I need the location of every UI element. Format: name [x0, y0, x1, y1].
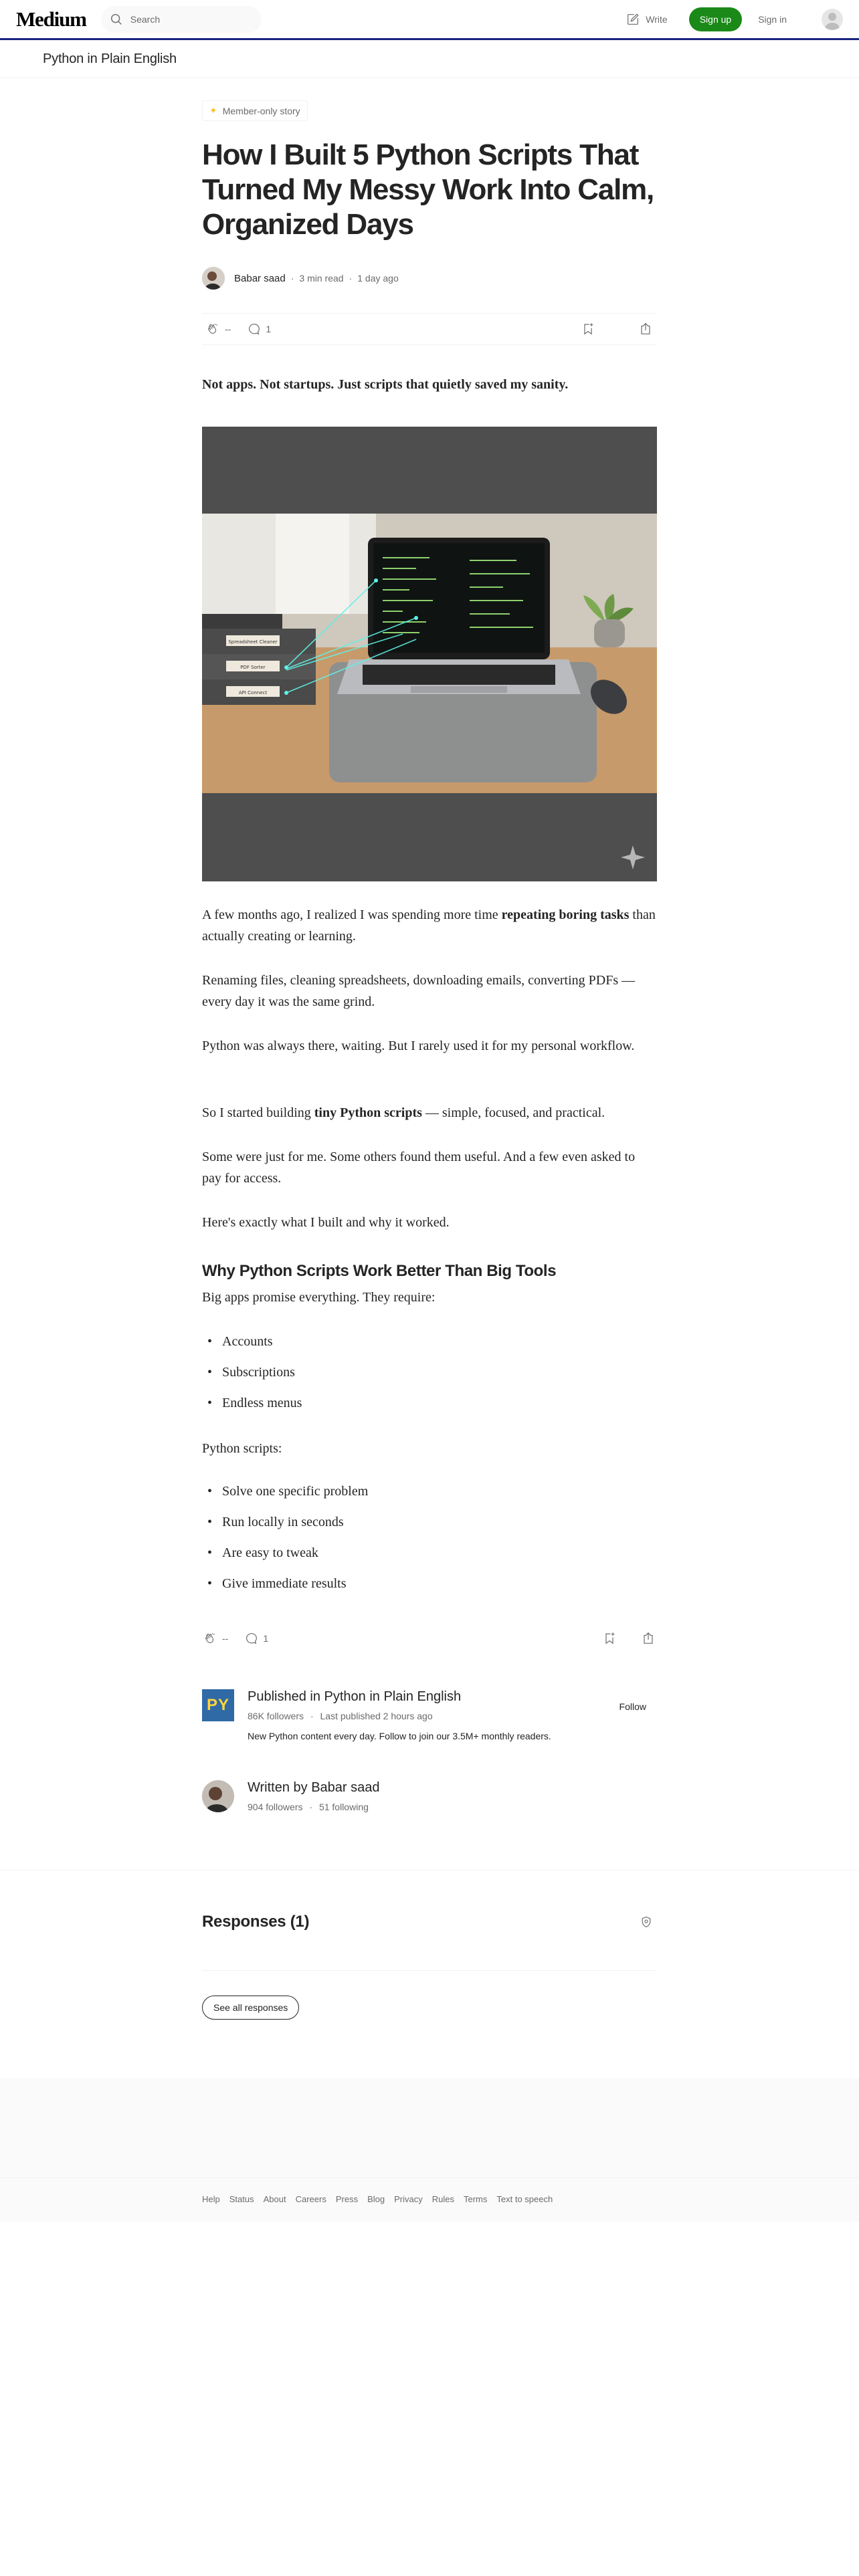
- read-time: 3 min read: [299, 273, 344, 284]
- search-input[interactable]: [101, 6, 262, 33]
- publication-name-link[interactable]: Python in Plain English: [43, 51, 177, 66]
- separator-dot: ·: [349, 273, 353, 284]
- image-label-spreadsheet: Spreadsheet Cleaner: [228, 639, 278, 645]
- article-paragraph: So I started building tiny Python scripts — simple, focused, and practical.: [202, 1105, 605, 1120]
- member-badge-label: Member-only story: [222, 105, 300, 116]
- sign-up-button[interactable]: Sign up: [689, 7, 742, 31]
- clap-button[interactable]: [206, 322, 231, 336]
- author-following: 51 following: [318, 1802, 369, 1812]
- author-card-meta: [248, 1802, 369, 1812]
- list-item: • Are easy to tweak: [202, 1542, 657, 1564]
- responses-button[interactable]: [247, 322, 271, 336]
- write-icon: [626, 12, 640, 27]
- share-button[interactable]: [641, 1631, 656, 1646]
- publication-card: [202, 1687, 657, 1760]
- comment-icon: [244, 1631, 259, 1646]
- footer-link-blog[interactable]: Blog: [367, 2194, 385, 2204]
- bookmark-add-icon: [581, 322, 595, 336]
- footer-link-privacy[interactable]: Privacy: [394, 2194, 423, 2204]
- clap-icon: [203, 1631, 218, 1646]
- see-all-responses-button[interactable]: See all responses: [202, 1996, 299, 2020]
- clap-count: --: [222, 1633, 229, 1644]
- list-item: • Run locally in seconds: [202, 1511, 657, 1533]
- search-placeholder: Search: [130, 13, 161, 25]
- user-avatar-icon[interactable]: [822, 9, 843, 30]
- image-label-api: API Connect: [238, 690, 268, 695]
- publication-description: New Python content every day. Follow to join our 3.5M+ monthly readers.: [248, 1731, 551, 1741]
- follow-publication-button[interactable]: Follow: [619, 1701, 646, 1712]
- list-item: • Solve one specific problem: [202, 1481, 657, 1502]
- footer-link-terms[interactable]: Terms: [463, 2194, 488, 2204]
- article-paragraph: Python was always there, waiting. But I rarely used it for my personal workflow.: [202, 1039, 635, 1053]
- article-title: How I Built 5 Python Scripts That Turned My Messy Work Into Calm, Organized Days: [202, 138, 654, 241]
- list-item: • Subscriptions: [202, 1362, 657, 1383]
- bullet-list: [202, 1481, 657, 1594]
- medium-logo[interactable]: Medium: [16, 7, 86, 31]
- bookmark-button[interactable]: [602, 1631, 617, 1646]
- clap-count: --: [225, 324, 231, 334]
- shield-icon: [640, 1915, 653, 1929]
- author-card-avatar[interactable]: [202, 1780, 234, 1812]
- list-item: • Endless menus: [202, 1392, 657, 1414]
- footer: [0, 2177, 859, 2222]
- comment-icon: [247, 322, 262, 336]
- responses-button[interactable]: [244, 1631, 268, 1646]
- separator-dot: ·: [310, 1711, 314, 1721]
- hero-image: [202, 427, 657, 881]
- publication-card-title[interactable]: Published in Python in Plain English: [248, 1689, 462, 1704]
- share-button[interactable]: [638, 322, 653, 336]
- publication-logo[interactable]: PY: [202, 1689, 234, 1721]
- footer-link-careers[interactable]: Careers: [295, 2194, 326, 2204]
- publication-followers: 86K followers: [248, 1711, 304, 1721]
- share-icon: [638, 322, 653, 336]
- top-navigation-bar: [0, 0, 859, 38]
- author-avatar[interactable]: [202, 267, 225, 290]
- bullet-list: [202, 1331, 657, 1414]
- bottom-action-bar: [202, 1626, 657, 1650]
- article-paragraph: Python scripts:: [202, 1441, 282, 1456]
- separator-dot: ·: [309, 1802, 313, 1812]
- bookmark-button[interactable]: [581, 322, 595, 336]
- footer-link-rules[interactable]: Rules: [432, 2194, 454, 2204]
- publication-header: [0, 40, 859, 78]
- footer-link-status[interactable]: Status: [229, 2194, 254, 2204]
- article-paragraph: Some were just for me. Some others found them useful. And a few even asked to pay for access.: [202, 1150, 636, 1186]
- responses-title: Responses (1): [202, 1913, 310, 1931]
- author-card: [202, 1779, 657, 1819]
- footer-link-help[interactable]: Help: [202, 2194, 220, 2204]
- author-card-title[interactable]: Written by Babar saad: [248, 1780, 380, 1795]
- responses-count: 1: [263, 1633, 269, 1644]
- article-paragraph: A few months ago, I realized I was spending more time repeating boring tasks than actually creating or learning.: [202, 907, 656, 944]
- article-subtitle: Not apps. Not startups. Just scripts that quietly saved my sanity.: [202, 377, 569, 392]
- footer-link-press[interactable]: Press: [335, 2194, 359, 2204]
- responses-divider: [202, 1970, 657, 1971]
- search-icon: [109, 12, 124, 27]
- image-label-pdf: PDF Sorter: [240, 665, 266, 670]
- author-followers: 904 followers: [248, 1802, 303, 1812]
- publication-last-published: Last published 2 hours ago: [320, 1711, 433, 1721]
- list-item: • Accounts: [202, 1331, 657, 1352]
- footer-link-text-to-speech[interactable]: Text to speech: [496, 2194, 553, 2204]
- share-icon: [641, 1631, 656, 1646]
- article-paragraph: Big apps promise everything. They require:: [202, 1290, 436, 1305]
- sign-in-link[interactable]: Sign in: [758, 13, 787, 25]
- write-label: Write: [646, 13, 668, 25]
- byline: [202, 265, 657, 292]
- section-heading: Why Python Scripts Work Better Than Big Tools: [202, 1262, 557, 1280]
- article-paragraph: Here's exactly what I built and why it worked.: [202, 1215, 450, 1230]
- write-button[interactable]: [626, 12, 667, 27]
- author-name-link[interactable]: Babar saad: [234, 272, 286, 284]
- member-star-icon: ✦: [209, 105, 217, 116]
- article-paragraph: Renaming files, cleaning spreadsheets, downloading emails, converting PDFs — every day it was the same grind.: [202, 973, 636, 1009]
- responses-settings-button[interactable]: [640, 1915, 653, 1932]
- clap-button[interactable]: [203, 1631, 228, 1646]
- member-only-badge: [202, 100, 308, 121]
- list-item: • Give immediate results: [202, 1573, 657, 1594]
- separator-dot: ·: [290, 273, 294, 284]
- bookmark-add-icon: [602, 1631, 617, 1646]
- responses-count: 1: [266, 324, 272, 334]
- recommendations-area: [0, 2078, 859, 2177]
- published-time: 1 day ago: [357, 273, 399, 284]
- clap-icon: [206, 322, 221, 336]
- article-action-bar: [202, 313, 657, 345]
- footer-link-about[interactable]: About: [263, 2194, 286, 2204]
- publication-card-meta: [248, 1711, 433, 1721]
- footer-links: [202, 2194, 562, 2204]
